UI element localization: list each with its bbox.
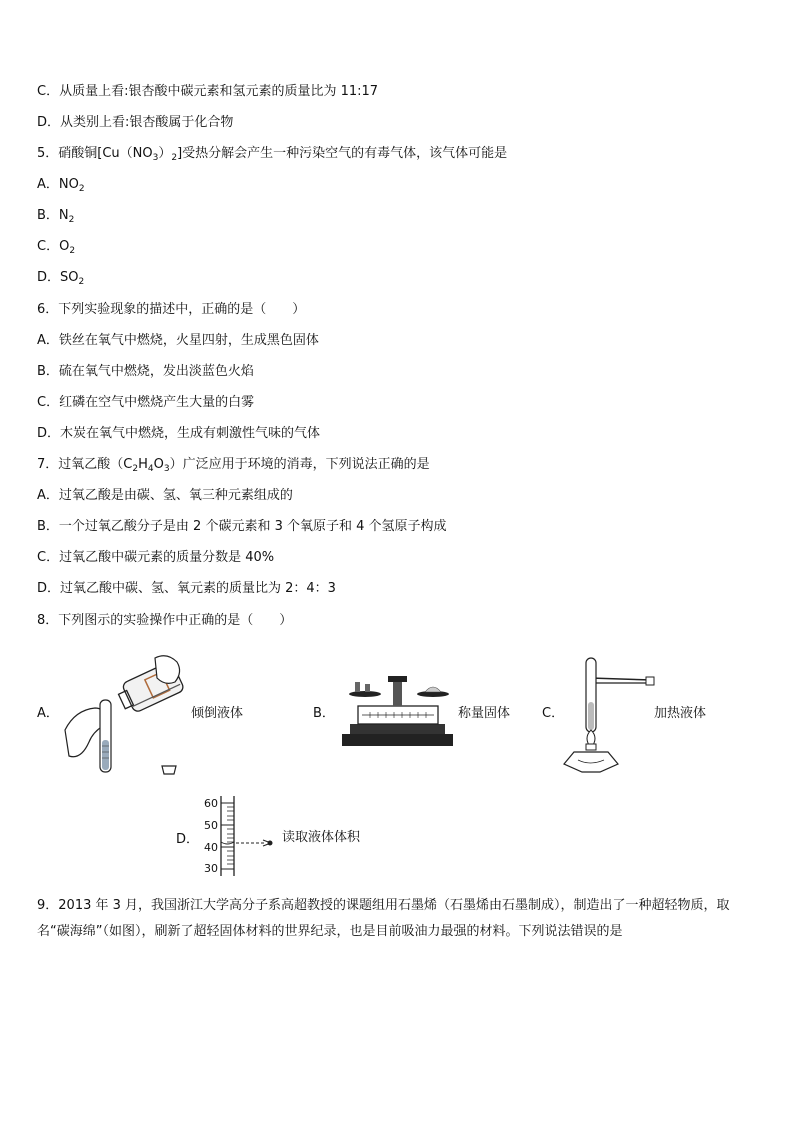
q6-option-a: A．铁丝在氧气中燃烧，火星四射，生成黑色固体 (37, 333, 319, 348)
question-9-stem: 9．2013 年 3 月，我国浙江大学高分子系高超教授的课题组用石墨烯（石墨烯由石墨制成），制造出了一种超轻物质，取名“碳海绵”（如图），刷新了超轻固体材料的世界纪录，也是目前吸油力最强的材料。下列说法错误的是 (37, 898, 730, 939)
cylinder-tick-60: 60 (204, 797, 218, 810)
q7-option-c: C．过氧乙酸中碳元素的质量分数是 40% (37, 550, 275, 565)
q6-option-c: C．红磷在空气中燃烧产生大量的白雾 (37, 395, 255, 410)
q8-option-a-caption: 倾倒液体 (191, 706, 244, 721)
q7-option-d: D．过氧乙酸中碳、氢、氧元素的质量比为 2：4：3 (37, 581, 336, 596)
q8-option-c-caption: 加热液体 (654, 706, 707, 721)
q6-option-d: D．木炭在氧气中燃烧，生成有刺激性气味的气体 (37, 426, 321, 441)
balance-scale-illustration (340, 672, 455, 750)
option-d-ginkgolic-compound: D．从类别上看:银杏酸属于化合物 (37, 115, 234, 130)
q7-option-b: B．一个过氧乙酸分子是由 2 个碳元素和 3 个氧原子和 4 个氢原子构成 (37, 519, 447, 534)
option-c-ginkgolic-mass-ratio: C．从质量上看:银杏酸中碳元素和氢元素的质量比为 11:17 (37, 84, 379, 99)
cylinder-tick-30: 30 (204, 862, 218, 875)
q8-option-b-caption: 称量固体 (458, 706, 511, 721)
q8-option-a-label: A． (37, 706, 59, 721)
graduated-cylinder-illustration (200, 794, 280, 878)
pouring-liquid-illustration (60, 650, 200, 780)
q6-option-b: B．硫在氧气中燃烧，发出淡蓝色火焰 (37, 364, 254, 379)
cylinder-tick-40: 40 (204, 841, 218, 854)
q8-option-b-label: B． (313, 706, 335, 721)
question-7-stem: 7．过氧乙酸$(C_2H_4O_3)$广泛应用于环境的消毒，下列说法正确的是 (37, 457, 430, 474)
q5-option-b: B．$N_2$ (37, 208, 75, 225)
question-8-stem: 8．下列图示的实验操作中正确的是（ ） (37, 613, 293, 628)
q5-option-c: C．$O_2$ (37, 239, 76, 256)
q5-option-a: A．$NO_2$ (37, 177, 85, 194)
question-5-stem: 5．硝酸铜$[Cu(NO_3)_2]$受热分解会产生一种污染空气的有毒气体，该气体可能是 (37, 146, 508, 163)
question-6-stem: 6．下列实验现象的描述中，正确的是（ ） (37, 302, 306, 317)
q8-option-d-caption: 读取液体体积 (282, 830, 361, 845)
cylinder-tick-50: 50 (204, 819, 218, 832)
heating-liquid-illustration (560, 656, 660, 774)
q8-option-c-label: C． (542, 706, 565, 721)
q7-option-a: A．过氧乙酸是由碳、氢、氧三种元素组成的 (37, 488, 293, 503)
q5-option-d: D．$SO_2$ (37, 270, 85, 287)
q8-option-d-label: D． (176, 832, 200, 847)
